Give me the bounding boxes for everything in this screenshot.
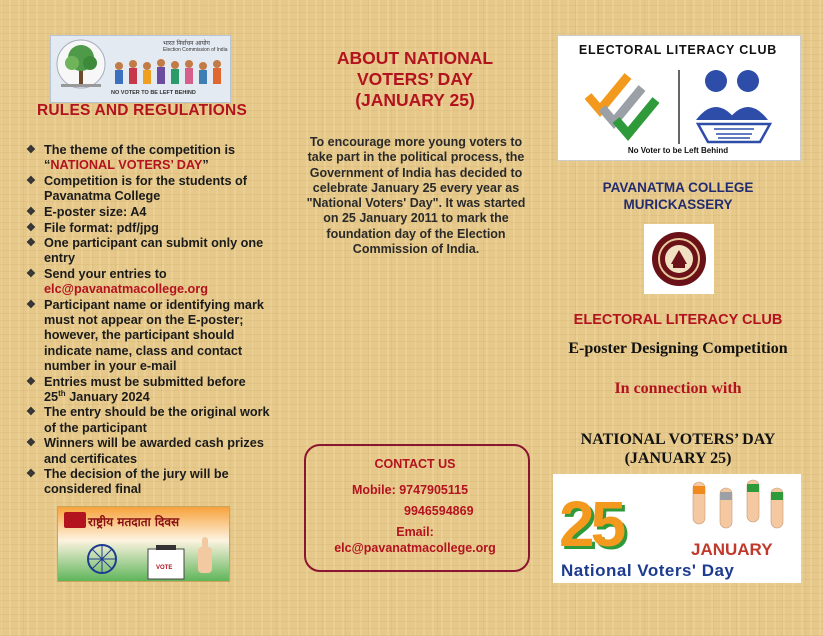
diamond-bullet-icon: ❖ bbox=[26, 144, 36, 156]
nvd-heading: NATIONAL VOTERS’ DAY (JANUARY 25) bbox=[580, 431, 776, 467]
college-emblem-image bbox=[644, 224, 714, 294]
nvd-25-january-banner bbox=[553, 474, 801, 583]
hindi-banner-text: राष्ट्रीय मतदाता दिवस bbox=[88, 515, 180, 529]
elc-logo-tagline: No Voter to be Left Behind bbox=[627, 146, 729, 155]
nvd-banner-month: JANUARY bbox=[691, 540, 773, 559]
rule-pre: Entries must be submitted before 25 bbox=[44, 374, 246, 404]
rule-text: E-poster size: A4 bbox=[44, 204, 147, 219]
rule-item bbox=[25, 143, 270, 173]
nvd-banner-number: 25 bbox=[559, 488, 623, 560]
diamond-bullet-icon: ❖ bbox=[26, 468, 36, 481]
diamond-bullet-icon: ❖ bbox=[26, 437, 36, 450]
rule-post: January 2024 bbox=[65, 389, 150, 404]
diamond-bullet-icon: ❖ bbox=[26, 375, 36, 388]
diamond-bullet-icon: ❖ bbox=[26, 174, 36, 187]
contact-title: CONTACT US bbox=[374, 457, 456, 471]
college-emblem-icon bbox=[644, 224, 714, 294]
diamond-bullet-icon: ❖ bbox=[26, 299, 36, 312]
about-title: ABOUT NATIONAL VOTERS’ DAY (JANUARY 25) bbox=[336, 48, 494, 110]
eci-tagline: NO VOTER TO BE LEFT BEHIND bbox=[111, 90, 196, 96]
eci-banner-image bbox=[50, 35, 231, 103]
rule-item bbox=[25, 174, 270, 204]
about-paragraph: To encourage more young voters to take part in the political process, the Government of India has decided to celebrate January 25 every year as "National Voters' Day". It was started on 25 January 2011 to mark the foundation day of the Election Commission of India. bbox=[306, 135, 526, 257]
rule-item bbox=[25, 467, 270, 497]
mobile-number-2: 9946594869 bbox=[404, 504, 474, 518]
rule-text: File format: pdf/jpg bbox=[44, 220, 159, 235]
rule-text: Competition is for the students of Pavanatma College bbox=[44, 173, 247, 204]
diamond-bullet-icon: ❖ bbox=[26, 237, 36, 250]
rule-text: The decision of the jury will be considered final bbox=[44, 467, 229, 497]
rule-item bbox=[25, 267, 270, 297]
diamond-bullet-icon: ❖ bbox=[26, 268, 36, 281]
vote-box-label: VOTE bbox=[156, 565, 173, 571]
email-address: elc@pavanatmacollege.org bbox=[334, 541, 496, 555]
rule-text: Winners will be awarded cash prizes and certificates bbox=[44, 436, 264, 466]
rule-text: Participant name or identifying mark must not appear on the E-poster; however, the participant should indicate name, class and contact number in your e-mail bbox=[44, 298, 264, 373]
college-name: PAVANATMA COLLEGE MURICKASSERY bbox=[602, 180, 754, 212]
rule-pre: The theme of the competition is “ bbox=[44, 143, 236, 173]
in-connection-text: In connection with bbox=[614, 380, 742, 397]
rule-text: One participant can submit only one entry bbox=[44, 236, 264, 266]
rule-item bbox=[25, 436, 270, 466]
diamond-bullet-icon: ❖ bbox=[26, 221, 36, 234]
rule-item bbox=[25, 405, 270, 435]
rule-item bbox=[25, 221, 270, 236]
rules-list bbox=[25, 143, 270, 498]
rule-highlight: elc@pavanatmacollege.org bbox=[44, 282, 208, 297]
rule-item bbox=[25, 298, 270, 374]
rule-text: The entry should be the original work of the participant bbox=[44, 405, 270, 435]
email-label: Email: bbox=[396, 525, 434, 539]
rule-pre: Send your entries to bbox=[44, 267, 167, 282]
eci-hindi-text: भारत निर्वाचन आयोग bbox=[163, 40, 210, 47]
eci-english-text: Election Commission of India bbox=[163, 47, 228, 53]
rule-item bbox=[25, 205, 270, 220]
rule-highlight: NATIONAL VOTERS’ DAY bbox=[50, 158, 203, 173]
rule-post: ” bbox=[202, 158, 209, 173]
diamond-bullet-icon: ❖ bbox=[26, 205, 36, 218]
rule-sup: th bbox=[58, 388, 66, 398]
diamond-bullet-icon: ❖ bbox=[26, 406, 36, 419]
elc-logo-title: ELECTORAL LITERACY CLUB bbox=[578, 43, 778, 57]
rules-title: RULES AND REGULATIONS bbox=[36, 102, 247, 119]
rule-item bbox=[25, 375, 270, 405]
rule-item bbox=[25, 236, 270, 266]
hindi-nvd-banner-image bbox=[57, 506, 230, 582]
nvd-banner-caption: National Voters' Day bbox=[561, 561, 735, 580]
mobile-number-1: Mobile: 9747905115 bbox=[352, 483, 469, 497]
elc-heading: ELECTORAL LITERACY CLUB bbox=[573, 312, 783, 328]
competition-title: E-poster Designing Competition bbox=[568, 340, 788, 357]
